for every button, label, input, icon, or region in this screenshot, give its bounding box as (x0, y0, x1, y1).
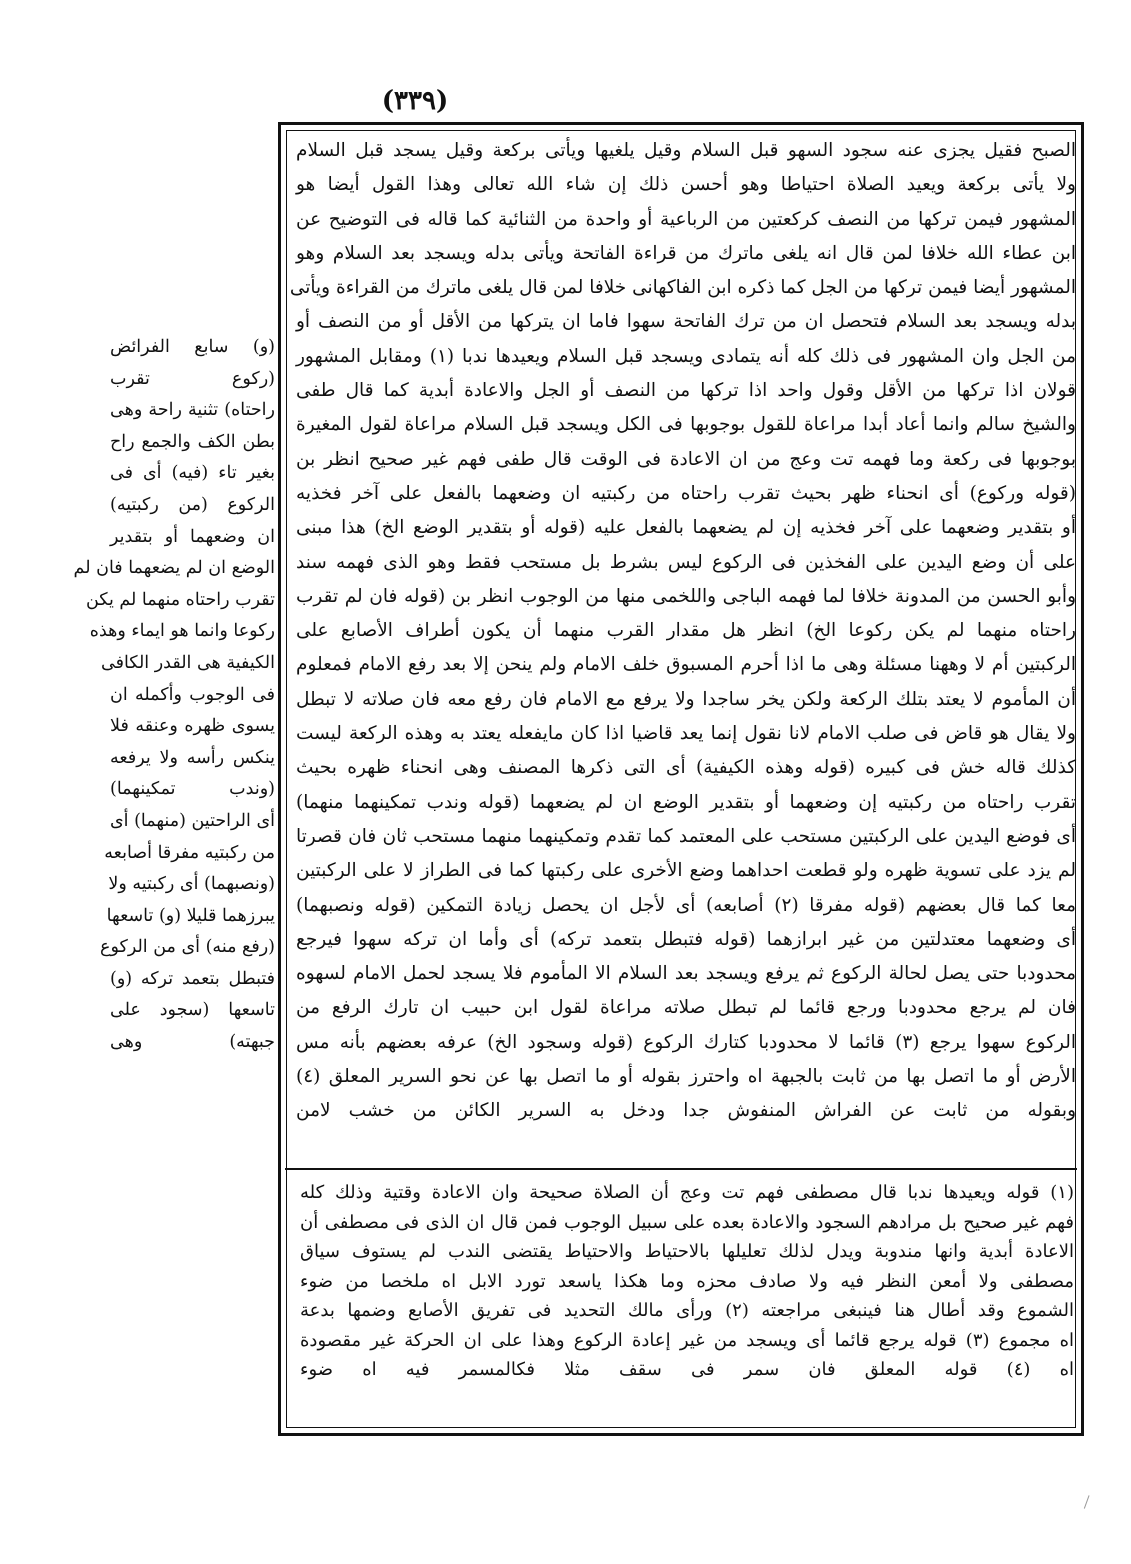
main-line: فان لم يرجع محدودبا ورجع قائما لم تبطل صلاته مراعاة لقول ابن حبيب ان تارك الرفع من (296, 997, 1076, 1019)
main-line: الركبتين أم لا وههنا مسئلة وهى ما اذا أحرم المسبوق خلف الامام ولم ينحن إلا بعد رفع الامام فمعلوم (296, 654, 1076, 676)
margin-line: (ونصبهما) أى ركبتيه ولا (108, 874, 275, 895)
margin-line: يبرزهما قليلا (و) تاسعها (106, 905, 275, 926)
margin-line: من ركبتيه مفرقا أصابعه (104, 842, 275, 863)
margin-line: ركوعا وانما هو ايماء وهذه (89, 621, 275, 642)
main-line: كذلك قاله خش فى كبيره (قوله وهذه الكيفية) أى التى ذكرها المصنف وهى انحناء ظهره بحيث (296, 757, 1076, 779)
main-line: محدودبا حتى يصل لحالة الركوع ثم يرفع ويسجد بعد السلام الا المأموم فلا يسجد لحمل الامام لسهوه (296, 963, 1076, 985)
main-line: قولان اذا تركها من الأقل وقول واحد اذا تركها من النصف أو الجل والاعادة أبدية كما قال طفى (296, 380, 1076, 402)
main-line: لم يزد على تسوية ظهره ولو قطعت احداهما وضع الأخرى على ركبتها كما فى الطراز لا على الركبتين (296, 860, 1076, 882)
footnotes (300, 1178, 1074, 1428)
main-line: على أن وضع اليدين على الفخذين فى الركوع ليس بشرط بل مستحب فقط وهو الذى فهمه سند (296, 551, 1076, 573)
main-line: ولا يأتى بركعة ويعيد الصلاة احتياطا وهو أحسن ذلك إن شاء الله تعالى وهذا القول أيضا هو (296, 174, 1076, 196)
footnote-line: مصطفى ولا أمعن النظر فيه ولا صادف محزه وما هكذا ياسعد تورد الابل اه ملخصا من ضوء (300, 1270, 1074, 1292)
main-line: وبقوله من ثابت عن الفراش المنفوش جدا ودخل به السرير الكائن من خشب لامن (296, 1100, 1076, 1122)
footnote-line: اه (٤) قوله المعلق فان سمر فى سقف مثلا فكالمسمر فيه اه ضوء (300, 1359, 1074, 1380)
footnote-line: (١) قوله ويعيدها ندبا قال مصطفى فهم تت وعج أن الصلاة صحيحة وان الاعادة وقتية وذلك كله (300, 1182, 1074, 1203)
margin-line: الوضع ان لم يضعهما فان لم (73, 558, 275, 579)
margin-line: فتبطل بتعمد تركه (و) (110, 968, 275, 989)
main-line: معا كما قال بعضهم (قوله مفرقا (٢) أصابعه) أى لأجل ان يحصل زيادة التمكين (قوله ونصبهما) (296, 894, 1076, 916)
margin-line: (رفع منه) أى من الركوع (100, 937, 275, 958)
page-number: (٣٣٩) (381, 86, 449, 116)
margin-line: (ركوع تقرب (110, 368, 275, 389)
main-line: أى وضعهما معتدلتين من غير ابرازهما (قوله فتبطل بتعمد تركه) أى وأما ان تركه سهوا فيرجع (296, 928, 1076, 950)
margin-matn-text (73, 332, 275, 1172)
margin-line: ينكس رأسه ولا يرفعه (110, 747, 275, 768)
main-line: أى فوضع اليدين على الركبتين مستحب على المعتمد كما تقدم وتمكينهما منهما مستحب ثان فان قصرتا (296, 825, 1076, 847)
main-line: والشيخ سالم وانما أعاد أبدا مراعاة للقول بوجوبها فى الكل ويسجد قبل السلام مراعاة لقول المغيرة (296, 414, 1076, 436)
margin-line: راحتاه) تثنية راحة وهى (110, 400, 275, 421)
main-line: أو بتقدير وضعهما على آخر فخذيه إن لم يضعهما بالفعل عليه (قوله أو بتقدير الوضع الخ) هذا مبنى (296, 517, 1076, 539)
main-line: وأبو الحسن من المدونة خلافا لما فهمه الباجى واللخمى منها من الوجوب انظر بن (قوله فان لم تقرب (296, 585, 1076, 607)
main-line: (قوله وركوع) أى انحناء ظهر بحيث تقرب راحتاه من ركبتيه ان وضعهما بالفعل على آخر فخذيه (296, 482, 1076, 504)
main-line: أن المأموم لا يعتد بتلك الركعة ولكن يخر ساجدا ولا يرفع مع الامام فان رفع معه فان صلاته لا تبطل (296, 688, 1076, 710)
margin-line: يسوى ظهره وعنقه فلا (110, 716, 275, 737)
footnote-line: الاعادة أبدية وانها مندوبة ويدل لذلك تعليلها بالاحتياط والاحتياط يقتضى الندب لم يستوف سياق (300, 1241, 1074, 1262)
margin-line: (وندب تمكينهما) (110, 779, 275, 800)
main-line: بدله ويسجد بعد السلام فتحصل ان من ترك الفاتحة سهوا فاما ان يتركها من الأقل أو من النصف أو (296, 311, 1076, 333)
margin-line: (و) سابع الفرائض (110, 337, 275, 357)
main-line: ابن عطاء الله خلافا لمن قال انه يلغى ماترك من قراءة الفاتحة ويأتى بدله ويسجد بعد السلام وهو (296, 242, 1076, 264)
main-line: تقرب راحتاه من ركبتيه إن وضعهما أو بتقدير الوضع ان لم يضعهما (قوله وندب تمكينهما منهما) (296, 791, 1076, 813)
main-line: المشهور أيضا فيمن تركها من الجل كما ذكره ابن الفاكهانى خلافا لمن قال يلغى ماترك من القراءة ويأتى (289, 277, 1076, 299)
main-line: راحتاه منهما لم يكن ركوعا الخ) انظر هل مقدار القرب منهما أن يكون أطراف الأصابع على (296, 620, 1076, 642)
footnote-line: فهم غير صحيح بل مرادهم السجود والاعادة بعده على سبيل الوجوب فمن قال ان الذى فى مصطفى أن (300, 1211, 1074, 1233)
main-line: ولا يقال هو قاض فى صلب الامام لانا نقول إنما يعد قاضيا اذا كان مايفعله يعتد به وهذه الركعة ليست (296, 723, 1076, 745)
main-line: من الجل وان المشهور فى ذلك كله أنه يتمادى ويسجد قبل السلام ويعيدها ندبا (١) ومقابل المشهور (296, 345, 1076, 367)
scan-mark (1084, 1495, 1095, 1511)
main-line: بوجوبها فى ركعة وما فهمه تت وعج من ان الاعادة فى الوقت قال طفى فهم غير صحيح انظر بن (296, 448, 1076, 470)
margin-line: بغير تاء (فيه) أى فى (110, 463, 275, 484)
footnote-separator (285, 1168, 1077, 1170)
margin-line: تقرب راحتاه منهما لم يكن (85, 589, 275, 610)
footnote-line: الشموع وقد أطال هنا فينبغى مراجعته (٢) ورأى مالك التحديد فى تفريق الأصابع وضمها بدعة (300, 1300, 1074, 1321)
margin-line: ان وضعهما أو بتقدير (110, 526, 275, 547)
margin-line: أى الراحتين (منهما) أى (109, 810, 275, 831)
main-line: الصبح فقيل يجزى عنه سجود السهو قبل السلام وقيل يلغيها ويأتى بركعة وقيل يسجد قبل السلام (296, 140, 1076, 161)
main-line: المشهور فيمن تركها من النصف كركعتين من الرباعية أو واحدة من الثنائية كما قاله فى التوضيح عن (296, 208, 1076, 230)
margin-line: تاسعها (سجود على (110, 1000, 275, 1021)
main-commentary-text (289, 134, 1076, 1166)
margin-line: بطن الكف والجمع راح (110, 431, 275, 452)
margin-line: فى الوجوب وأكمله ان (110, 684, 275, 705)
main-line: الأرض أو ما اتصل بها من ثابت بالجبهة اه واحترز بقوله أو ما اتصل بها عن نحو السرير المعلق (٤) (296, 1066, 1076, 1088)
margin-line: الركوع (من ركبتيه) (110, 494, 275, 515)
margin-line: جبهته) وهى (110, 1032, 275, 1053)
margin-line: الكيفية هى القدر الكافى (101, 652, 275, 673)
main-line: الركوع سهوا يرجع (٣) قائما لا محدودبا كتارك الركوع (قوله وسجود الخ) عرفه بعضهم بأنه مس (296, 1031, 1076, 1053)
footnote-line: اه مجموع (٣) قوله يرجع قائما أى ويسجد من غير إعادة الركوع وهذا على ان الحركة غير مقصودة (300, 1329, 1075, 1351)
